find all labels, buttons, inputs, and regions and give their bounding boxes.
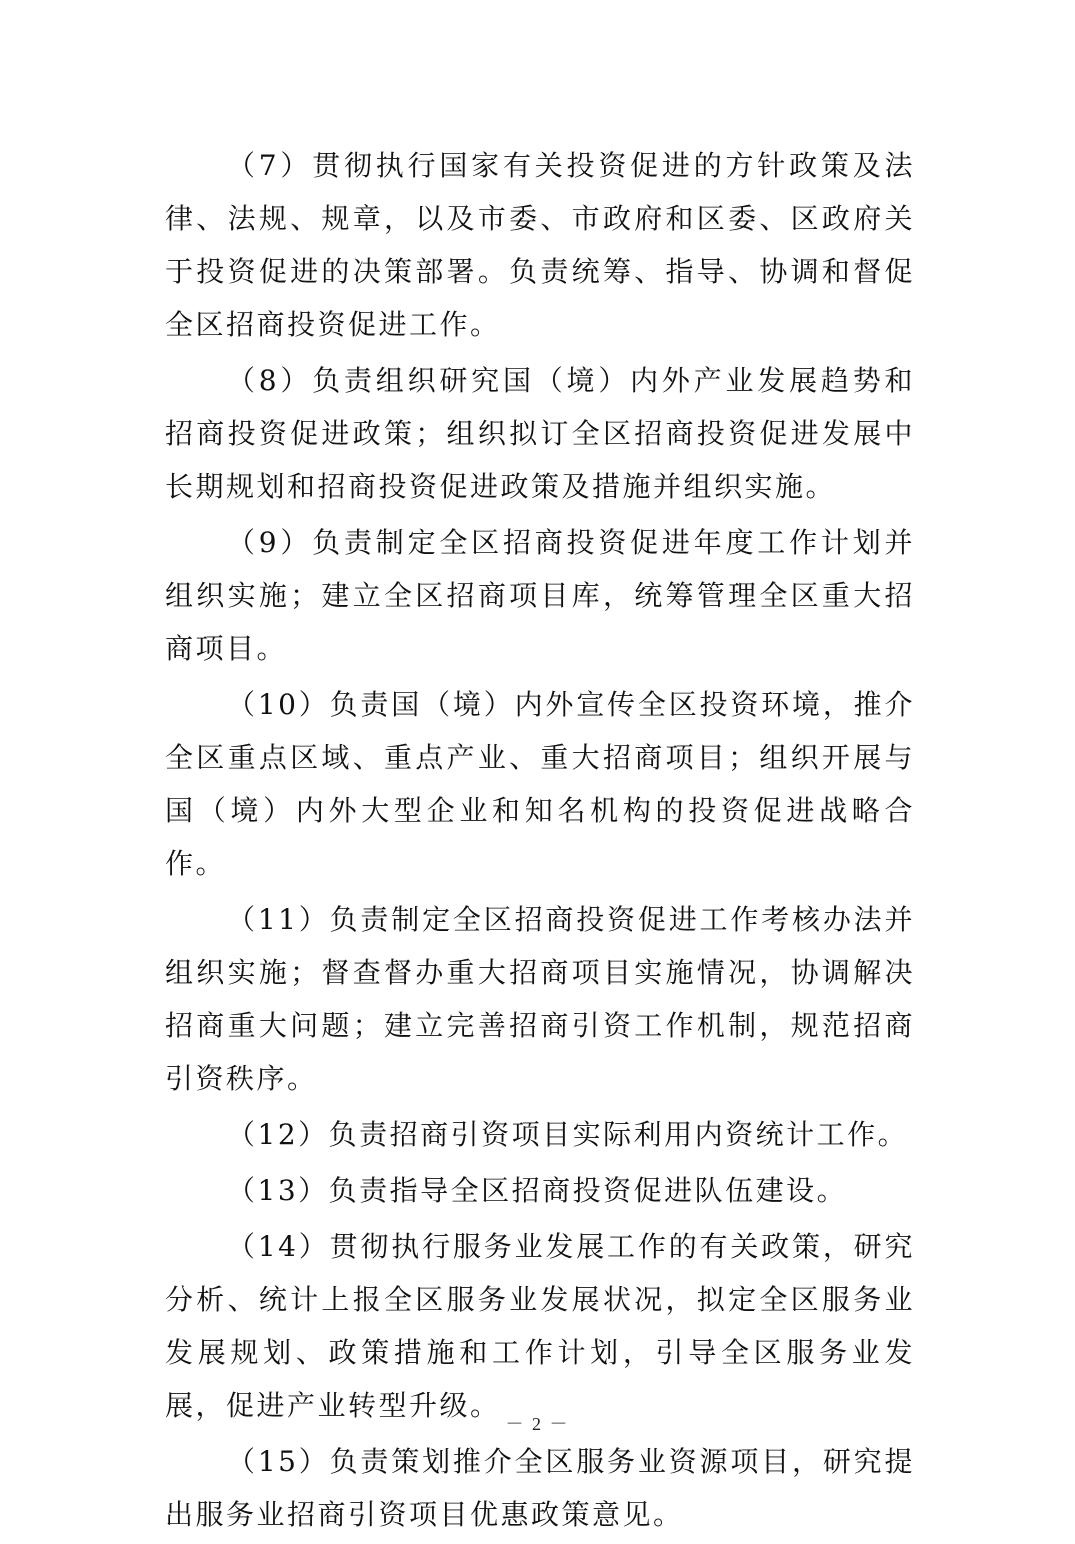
paragraph-item-13: （13）负责指导全区招商投资促进队伍建设。 xyxy=(227,1174,848,1207)
paragraph-item-10: （10）负责国（境）内外宣传全区投资环境，推介全区重点区域、重点产业、重大招商项目；组织开展与国（境）内外大型企业和知名机构的投资促进战略合作。 xyxy=(165,688,915,880)
paragraph-item-12: （12）负责招商引资项目实际利用内资统计工作。 xyxy=(227,1118,909,1151)
paragraph-item-8: （8）负责组织研究国（境）内外产业发展趋势和招商投资促进政策；组织拟订全区招商投资促进发展中长期规划和招商投资促进政策及措施并组织实施。 xyxy=(165,364,915,503)
paragraph-item-7: （7）贯彻执行国家有关投资促进的方针政策及法律、法规、规章，以及市委、市政府和区委、区政府关于投资促进的决策部署。负责统筹、指导、协调和督促全区招商投资促进工作。 xyxy=(165,149,915,341)
document-body xyxy=(165,139,915,1544)
page-number: － 2 － xyxy=(505,1414,570,1434)
paragraph-item-9: （9）负责制定全区招商投资促进年度工作计划并组织实施；建立全区招商项目库，统筹管理全区重大招商项目。 xyxy=(165,526,915,665)
paragraph-item-15: （15）负责策划推介全区服务业资源项目，研究提出服务业招商引资项目优惠政策意见。 xyxy=(165,1445,915,1531)
paragraph-item-11: （11）负责制定全区招商投资促进工作考核办法并组织实施；督查督办重大招商项目实施情况，协调解决招商重大问题；建立完善招商引资工作机制，规范招商引资秩序。 xyxy=(165,903,915,1095)
paragraph-item-14: （14）贯彻执行服务业发展工作的有关政策，研究分析、统计上报全区服务业发展状况，拟定全区服务业发展规划、政策措施和工作计划，引导全区服务业发展，促进产业转型升级。 xyxy=(165,1230,915,1422)
